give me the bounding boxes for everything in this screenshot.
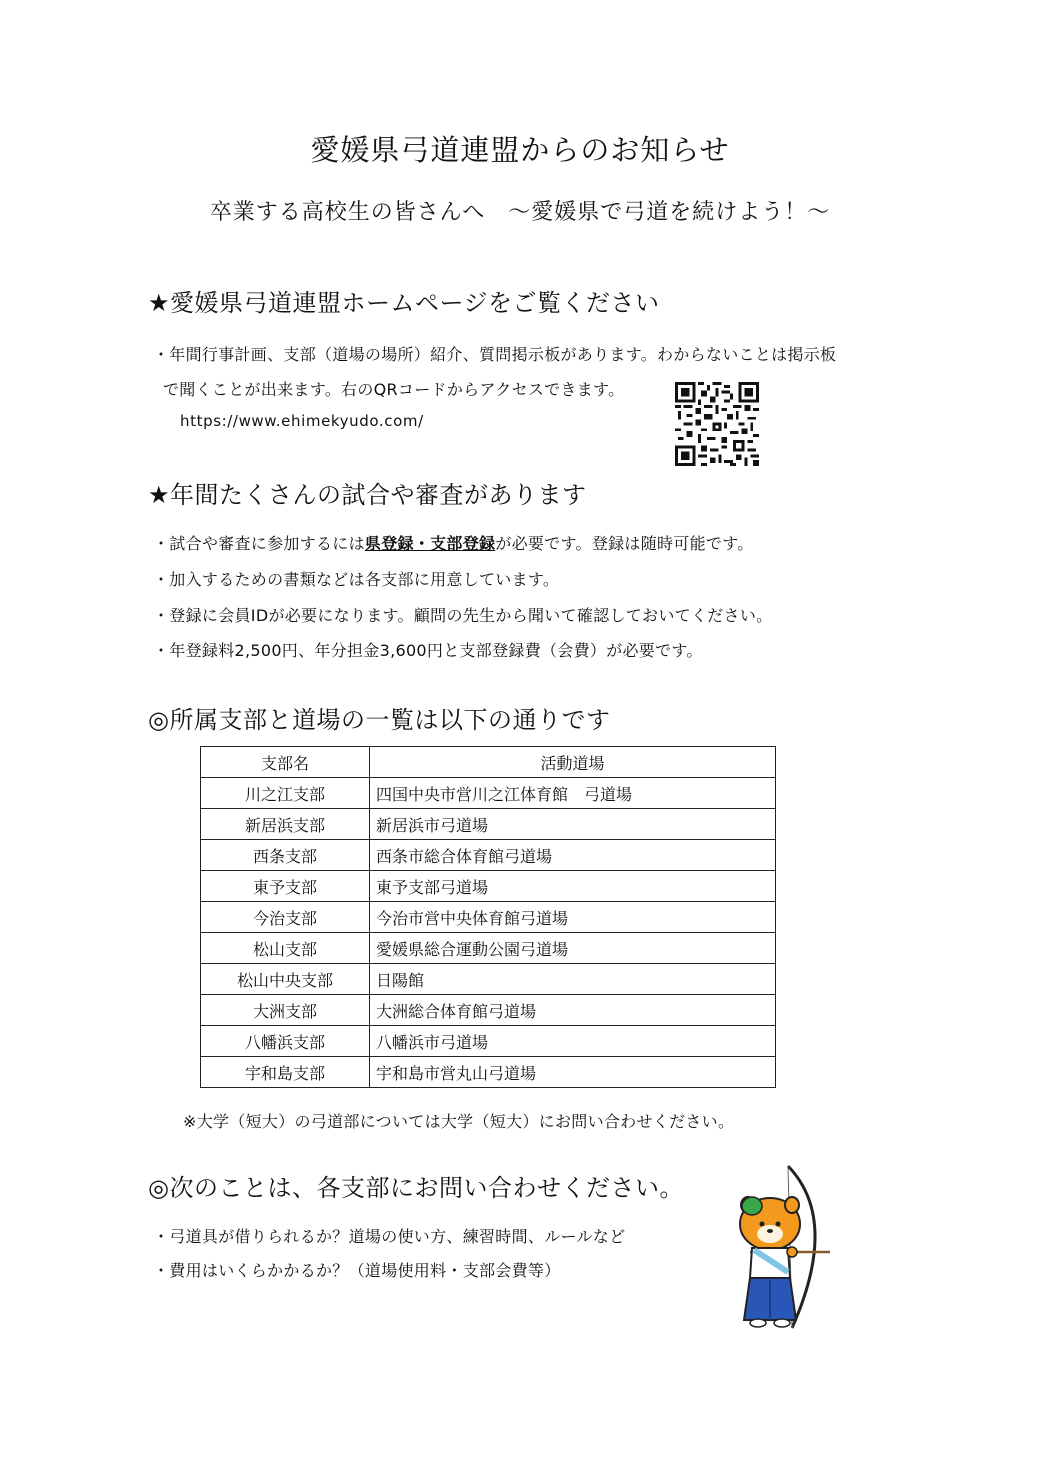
events-text-line-2: ・加入するための書類などは各支部に用意しています。 — [153, 570, 560, 589]
branch-name: 宇和島支部 — [201, 1057, 370, 1088]
branch-name: 川之江支部 — [201, 778, 370, 809]
table-row — [201, 1057, 776, 1088]
branch-name: 八幡浜支部 — [201, 1026, 370, 1057]
table-row — [201, 871, 776, 902]
dojo-name: 西条市総合体育館弓道場 — [370, 840, 776, 871]
column-header-branch: 支部名 — [201, 747, 370, 778]
branch-name: 松山支部 — [201, 933, 370, 964]
branch-name: 西条支部 — [201, 840, 370, 871]
table-row — [201, 902, 776, 933]
branch-name: 大洲支部 — [201, 995, 370, 1026]
dojo-name: 八幡浜市弓道場 — [370, 1026, 776, 1057]
dojo-name: 大洲総合体育館弓道場 — [370, 995, 776, 1026]
dojo-name: 新居浜市弓道場 — [370, 809, 776, 840]
branch-name: 東予支部 — [201, 871, 370, 902]
page-subtitle: 卒業する高校生の皆さんへ ～愛媛県で弓道を続けよう！～ — [209, 200, 831, 225]
table-row — [201, 1026, 776, 1057]
section-homepage-heading: ★愛媛県弓道連盟ホームページをご覧ください — [148, 289, 660, 317]
dojo-name: 宇和島市営丸山弓道場 — [370, 1057, 776, 1088]
branch-table — [200, 746, 776, 1088]
mikyan-archer-mascot-icon — [730, 1160, 840, 1335]
section-events-heading: ★年間たくさんの試合や審査があります — [148, 481, 587, 509]
events-text-line-1 — [153, 531, 754, 554]
inquiries-text-line-1: ・弓道具が借りられるか？道場の使い方、練習時間、ルールなど — [153, 1227, 626, 1246]
qr-code-icon[interactable] — [675, 381, 759, 467]
column-header-dojo: 活動道場 — [370, 747, 776, 778]
events-text-line-1-post: が必要です。登録は随時可能です。 — [495, 534, 754, 553]
branch-name: 新居浜支部 — [201, 809, 370, 840]
table-row — [201, 840, 776, 871]
table-row — [201, 809, 776, 840]
dojo-name: 今治市営中央体育館弓道場 — [370, 902, 776, 933]
dojo-name: 四国中央市営川之江体育館 弓道場 — [370, 778, 776, 809]
homepage-text-line-2: で聞くことが出来ます。右のQRコードからアクセスできます。 — [163, 380, 625, 399]
section-branches-heading: ◎所属支部と道場の一覧は以下の通りです — [148, 706, 611, 734]
homepage-url-link[interactable]: https://www.ehimekyudo.com/ — [180, 412, 424, 430]
table-row — [201, 933, 776, 964]
events-text-line-4: ・年登録料2,500円、年分担金3,600円と支部登録費（会費）が必要です。 — [153, 641, 703, 660]
dojo-name: 東予支部弓道場 — [370, 871, 776, 902]
page-title: 愛媛県弓道連盟からのお知らせ — [310, 133, 730, 167]
section-inquiries-heading: ◎次のことは、各支部にお問い合わせください。 — [148, 1174, 684, 1202]
events-text-line-1-pre: ・試合や審査に参加するには — [153, 534, 365, 553]
table-row — [201, 778, 776, 809]
table-row — [201, 995, 776, 1026]
table-row — [201, 964, 776, 995]
dojo-name: 愛媛県総合運動公園弓道場 — [370, 933, 776, 964]
table-header-row — [201, 747, 776, 778]
homepage-text-line-1: ・年間行事計画、支部（道場の場所）紹介、質問掲示板があります。わからないことは掲示板 — [153, 345, 837, 364]
dojo-name: 日陽館 — [370, 964, 776, 995]
branch-name: 今治支部 — [201, 902, 370, 933]
inquiries-text-line-2: ・費用はいくらかかるか？（道場使用料・支部会費等） — [153, 1261, 561, 1280]
events-text-line-3: ・登録に会員IDが必要になります。顧問の先生から聞いて確認しておいてください。 — [153, 606, 773, 625]
university-note: ※大学（短大）の弓道部については大学（短大）にお問い合わせください。 — [183, 1112, 735, 1131]
registration-emphasis: 県登録・支部登録 — [364, 534, 496, 553]
branch-name: 松山中央支部 — [201, 964, 370, 995]
